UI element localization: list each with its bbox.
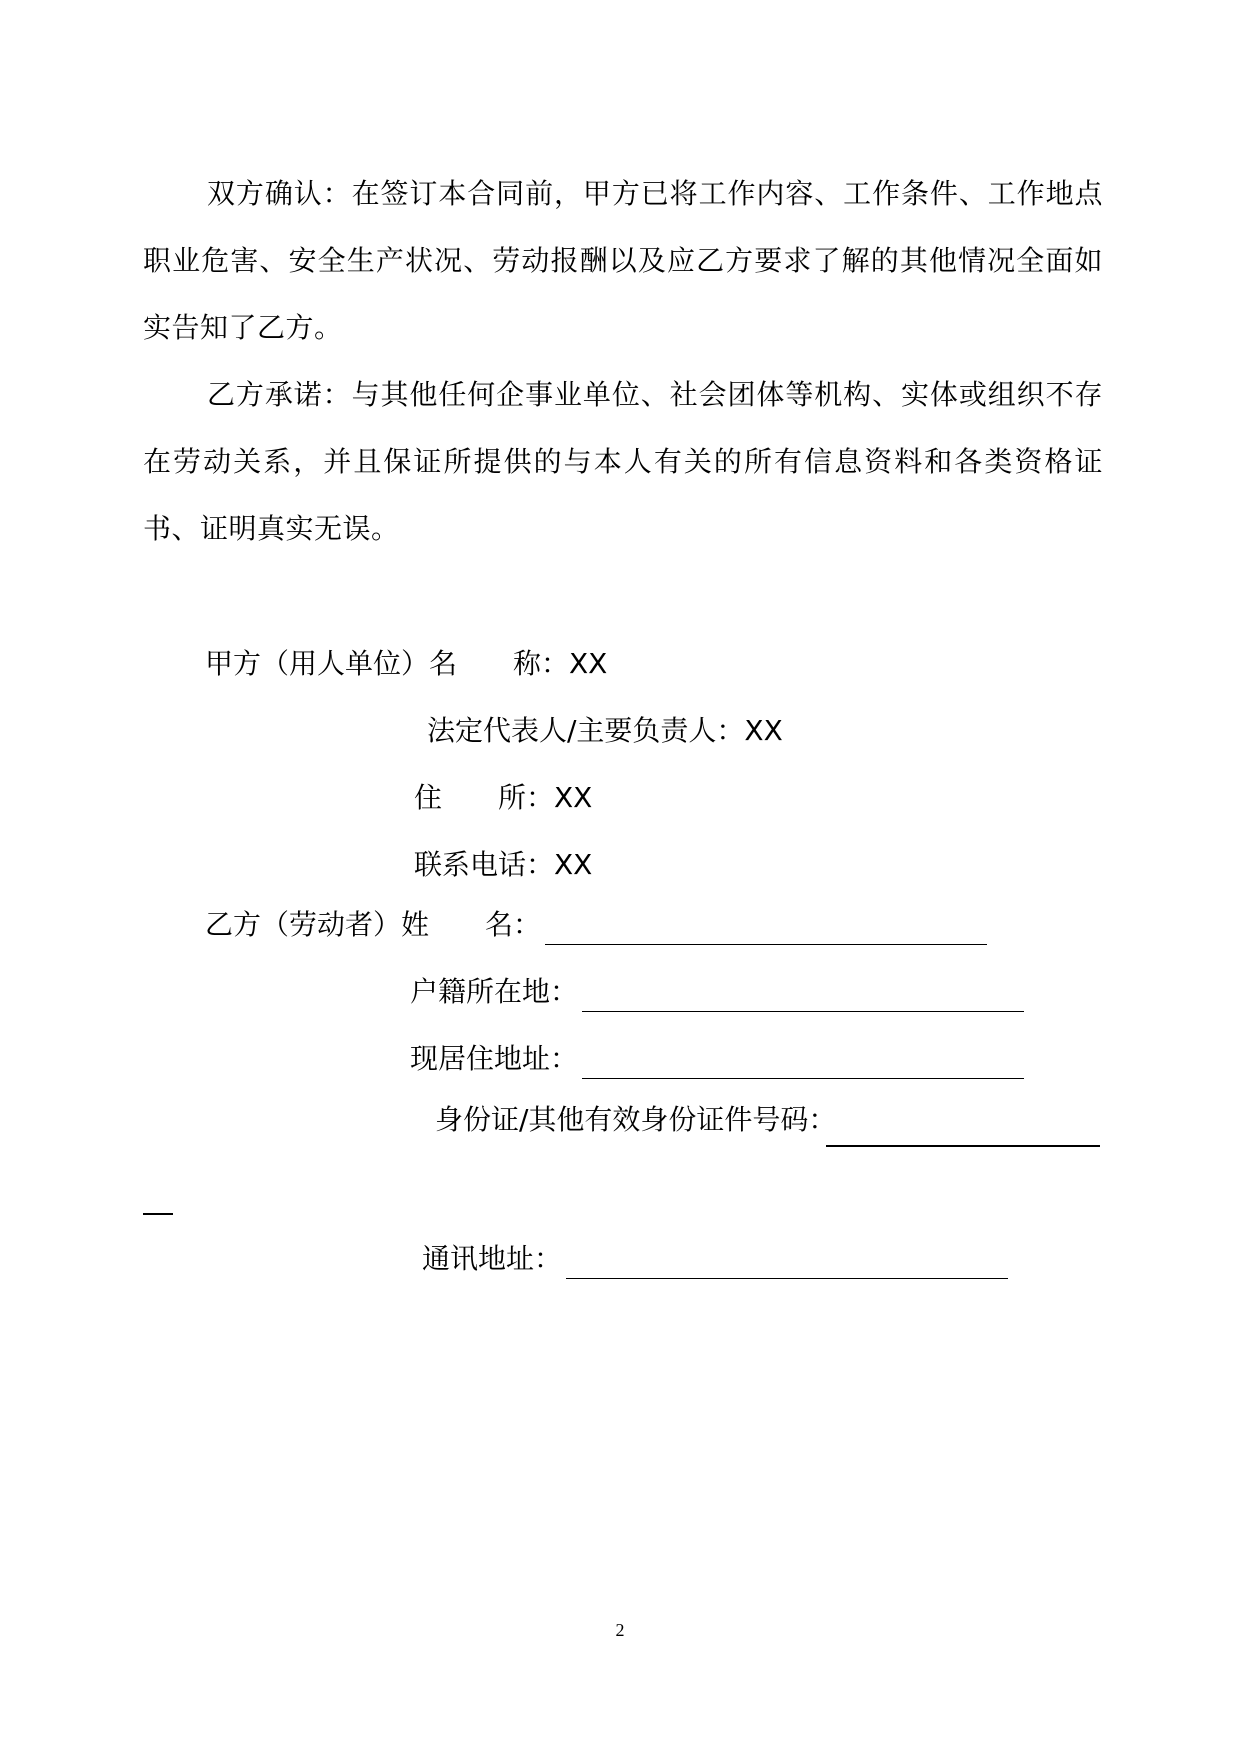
party-b-name-label: 乙方（劳动者）姓 名： (205, 908, 542, 941)
party-b-household-blank (582, 983, 1024, 1012)
party-b-household-label: 户籍所在地： (410, 975, 579, 1008)
party-a-phone-line: 联系电话：XX (414, 848, 593, 881)
party-b-residence-label: 现居住地址： (410, 1042, 579, 1075)
party-b-name-blank (545, 916, 987, 945)
party-a-name-line: 甲方（用人单位）名 称：XX (205, 647, 608, 680)
confirmation-paragraph: 双方确认：在签订本合同前，甲方已将工作内容、工作条件、工作地点职业危害、安全生产状况、劳动报酬以及应乙方要求了解的其他情况全面如实告知了乙方。 (143, 177, 1103, 344)
party-b-residence-blank (582, 1050, 1024, 1079)
party-b-residence-line (410, 1039, 1024, 1079)
party-b-name-line (205, 905, 987, 945)
party-b-mail-label: 通讯地址： (422, 1242, 563, 1275)
party-b-mail-blank (566, 1250, 1008, 1279)
page-number: 2 (615, 1620, 625, 1640)
party-b-household-line (410, 972, 1024, 1012)
party-a-representative-line: 法定代表人/主要负责人：XX (427, 714, 783, 747)
party-b-id-blank (826, 1145, 1100, 1147)
party-b-id-label: 身份证/其他有效身份证件号码： (435, 1103, 837, 1136)
promise-paragraph: 乙方承诺：与其他任何企事业单位、社会团体等机构、实体或组织不存在劳动关系，并且保证所提供的与本人有关的所有信息资料和各类资格证书、证明真实无误。 (143, 378, 1103, 545)
party-a-address-line: 住 所：XX (414, 781, 593, 814)
party-b-id-line (435, 1100, 836, 1140)
party-b-mail-line (422, 1239, 1008, 1279)
party-b-id-blank-continued (143, 1213, 173, 1215)
